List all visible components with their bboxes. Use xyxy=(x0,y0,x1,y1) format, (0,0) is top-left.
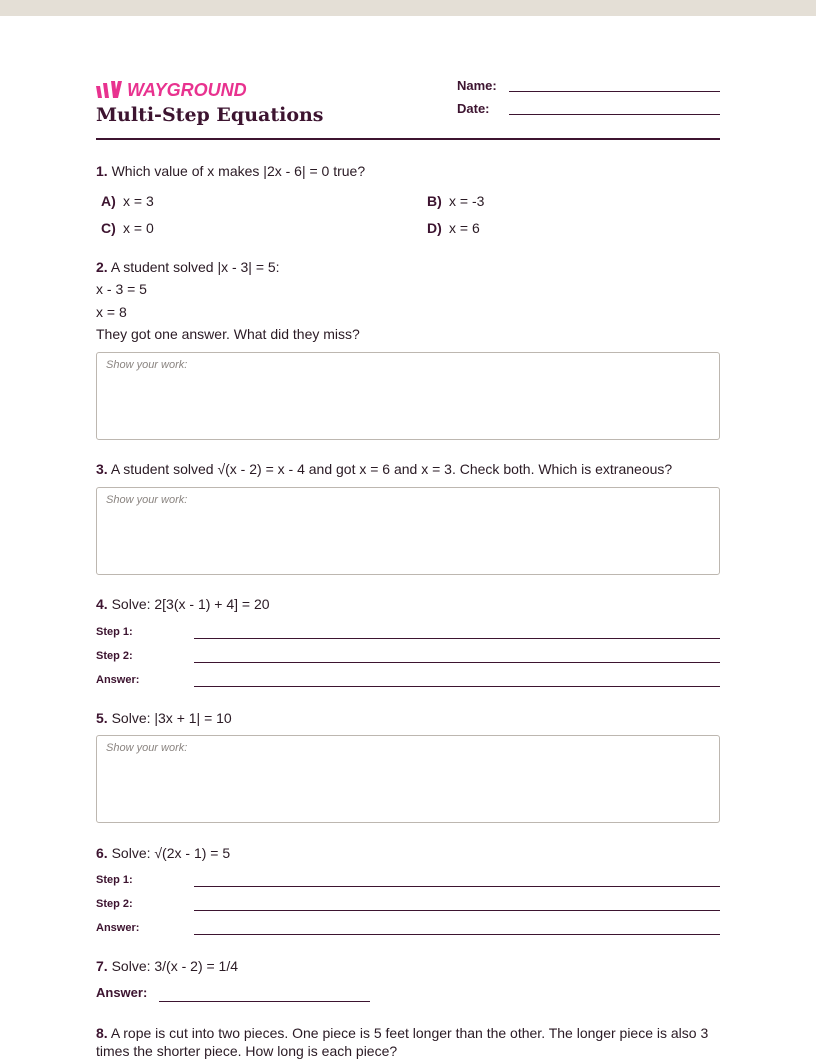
question-number: 2. xyxy=(96,259,108,275)
answer-line[interactable] xyxy=(159,1001,370,1002)
step-1-row[interactable] xyxy=(96,626,720,642)
step-answer-line[interactable] xyxy=(194,686,720,687)
question-text: Which value of x makes |2x - 6| = 0 true? xyxy=(111,163,366,179)
question-text: Solve: 3/(x - 2) = 1/4 xyxy=(111,958,239,974)
question-text: A rope is cut into two pieces. One piece is 5 feet longer than the other. The longer piece is also 3 times the shorter piece. How long is each piece? xyxy=(96,1025,709,1059)
name-label: Name: xyxy=(457,78,497,93)
question-text: Solve: 2[3(x - 1) + 4] = 20 xyxy=(111,596,270,612)
choice-a[interactable] xyxy=(101,192,154,210)
answer-row[interactable] xyxy=(96,922,720,938)
choice-letter: B) xyxy=(427,193,442,209)
step-label: Step 1: xyxy=(96,626,133,638)
brand-logo-text: WAYGROUND xyxy=(127,80,247,100)
question-number: 5. xyxy=(96,710,108,726)
step-2-row[interactable] xyxy=(96,650,720,666)
question-text: A student solved |x - 3| = 5: xyxy=(110,259,280,275)
question-number: 6. xyxy=(96,845,108,861)
choice-b[interactable] xyxy=(427,192,484,210)
choice-c[interactable] xyxy=(101,219,154,237)
step-answer-line[interactable] xyxy=(194,934,720,935)
choice-letter: A) xyxy=(101,193,116,209)
top-bar xyxy=(0,0,816,16)
question-text: Solve: √(2x - 1) = 5 xyxy=(111,845,231,861)
choice-text: x = 0 xyxy=(123,220,154,236)
question-text: A student solved √(x - 2) = x - 4 and got x = 6 and x = 3. Check both. Which is extraneous? xyxy=(110,461,673,477)
brand-logo xyxy=(96,80,247,100)
work-area[interactable] xyxy=(96,352,720,440)
question-line: x = 8 xyxy=(96,304,127,320)
question-6 xyxy=(96,844,720,862)
step-answer-line[interactable] xyxy=(194,638,720,639)
work-placeholder: Show your work: xyxy=(106,742,188,754)
question-text: Solve: |3x + 1| = 10 xyxy=(111,710,232,726)
step-label: Step 2: xyxy=(96,898,133,910)
question-7 xyxy=(96,957,720,975)
choice-text: x = -3 xyxy=(449,193,485,209)
question-number: 8. xyxy=(96,1025,108,1041)
name-line[interactable] xyxy=(509,91,720,92)
choice-text: x = 6 xyxy=(449,220,480,236)
step-1-row[interactable] xyxy=(96,874,720,890)
header-divider xyxy=(96,138,720,140)
question-number: 1. xyxy=(96,163,108,179)
question-8 xyxy=(96,1024,720,1060)
choice-letter: C) xyxy=(101,220,116,236)
step-answer-line[interactable] xyxy=(194,886,720,887)
answer-row[interactable] xyxy=(96,674,720,690)
page-title: Multi-Step Equations xyxy=(96,104,324,126)
step-label: Answer: xyxy=(96,674,140,686)
date-field[interactable] xyxy=(457,101,720,117)
step-answer-line[interactable] xyxy=(194,662,720,663)
choice-text: x = 3 xyxy=(123,193,154,209)
work-placeholder: Show your work: xyxy=(106,359,188,371)
work-area[interactable] xyxy=(96,735,720,823)
question-1 xyxy=(96,162,720,180)
question-number: 4. xyxy=(96,596,108,612)
worksheet-header xyxy=(96,78,720,140)
step-answer-line[interactable] xyxy=(194,910,720,911)
choice-letter: D) xyxy=(427,220,442,236)
question-3 xyxy=(96,460,720,478)
step-2-row[interactable] xyxy=(96,898,720,914)
choice-d[interactable] xyxy=(427,219,480,237)
step-label: Step 1: xyxy=(96,874,133,886)
step-label: Answer: xyxy=(96,922,140,934)
question-number: 7. xyxy=(96,958,108,974)
date-line[interactable] xyxy=(509,114,720,115)
date-label: Date: xyxy=(457,101,490,116)
answer-label: Answer: xyxy=(96,985,148,1000)
question-2 xyxy=(96,258,720,276)
question-line: They got one answer. What did they miss? xyxy=(96,326,360,342)
question-line: x - 3 = 5 xyxy=(96,281,147,297)
name-field[interactable] xyxy=(457,78,720,94)
question-5 xyxy=(96,709,720,727)
work-area[interactable] xyxy=(96,487,720,575)
step-label: Step 2: xyxy=(96,650,133,662)
question-number: 3. xyxy=(96,461,108,477)
question-4 xyxy=(96,595,720,613)
work-placeholder: Show your work: xyxy=(106,494,188,506)
wayground-logo-icon xyxy=(96,81,124,99)
answer-row[interactable] xyxy=(96,985,376,1003)
